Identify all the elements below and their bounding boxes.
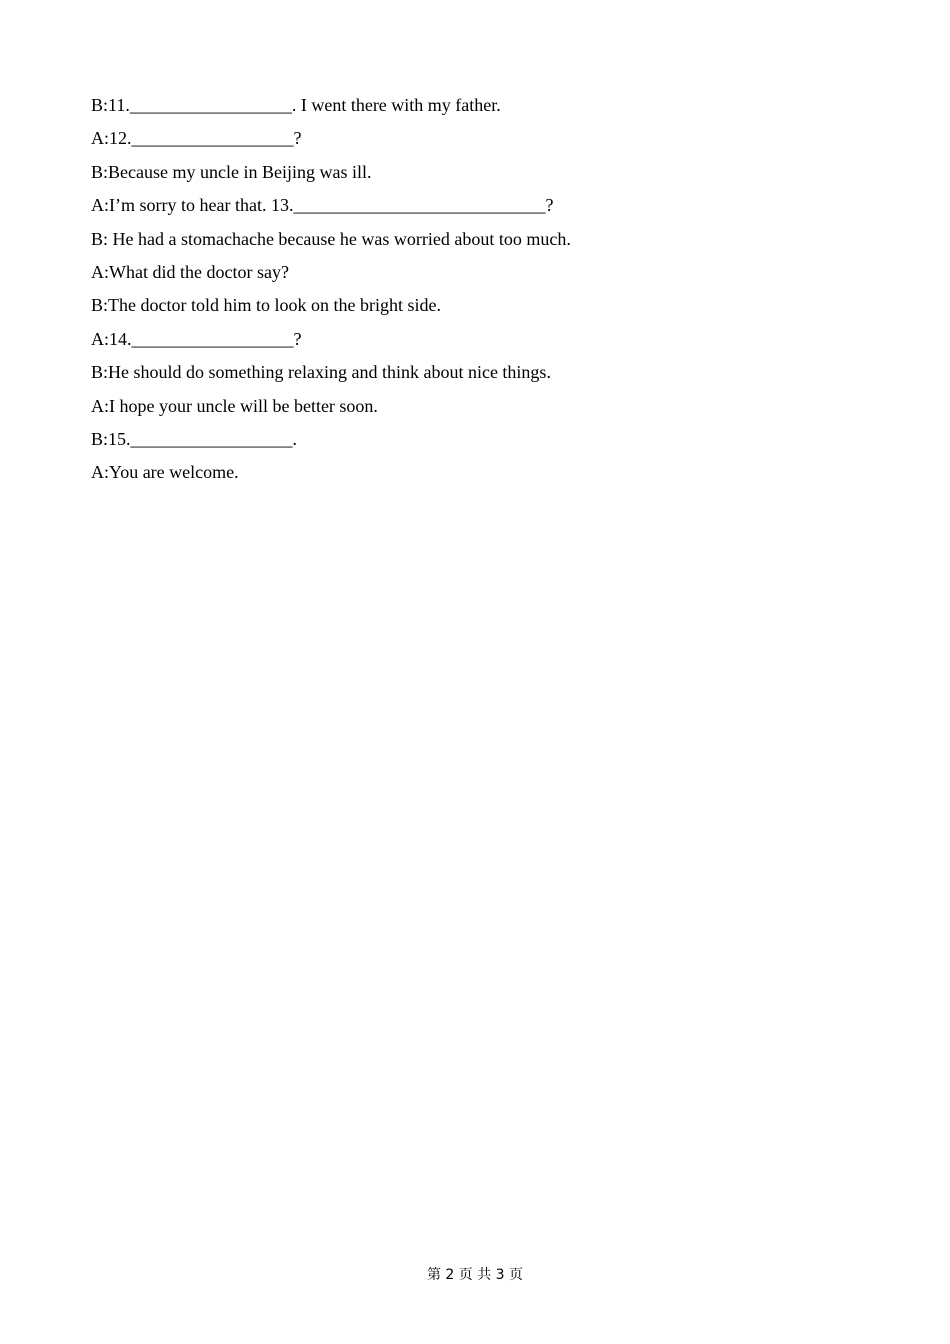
dialogue-line: B: He had a stomachache because he was worried about too much. — [91, 228, 571, 249]
dialogue-line: B:15.__________________. — [91, 428, 298, 449]
dialogue-line: A:14.__________________? — [91, 328, 302, 349]
dialogue-line: B:11.__________________. I went there with my father. — [91, 95, 501, 115]
dialogue-line: B:He should do something relaxing and think about nice things. — [91, 362, 551, 383]
dialogue-line: A:12.__________________? — [91, 128, 302, 149]
dialogue-line: A:I hope your uncle will be better soon. — [91, 395, 378, 416]
page-number-footer: 第 2 页 共 3 页 — [426, 1267, 524, 1283]
dialogue-line: A:I’m sorry to hear that. 13.____________________________? — [91, 195, 554, 216]
dialogue-line: B:The doctor told him to look on the bright side. — [91, 295, 441, 316]
dialogue-block — [91, 89, 871, 490]
dialogue-line: B:Because my uncle in Beijing was ill. — [91, 161, 372, 182]
dialogue-line: A:What did the doctor say? — [91, 261, 289, 282]
dialogue-line: A:You are welcome. — [91, 462, 239, 483]
